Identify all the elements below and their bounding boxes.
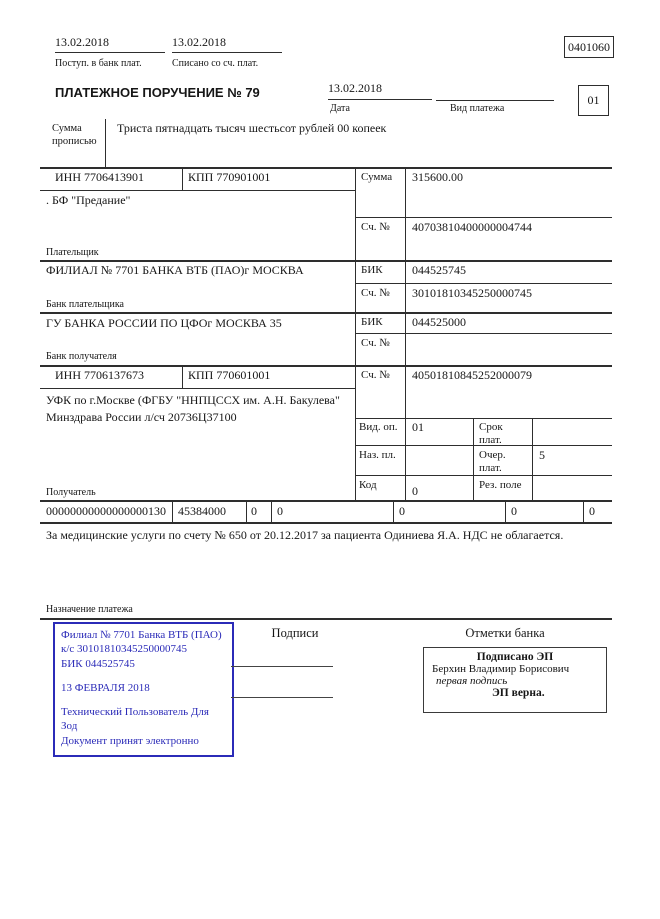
pay-order-label: Очер. плат. — [479, 449, 506, 474]
amount-words: Триста пятнадцать тысяч шестьсот рублей 00 копеек — [117, 121, 387, 135]
purpose-code-label: Наз. пл. — [359, 449, 396, 461]
debited-date: 13.02.2018 — [172, 36, 282, 53]
payer-label: Плательщик — [46, 247, 99, 258]
payer-bank-account: 30101810345250000745 — [412, 286, 532, 300]
table-line — [271, 500, 272, 522]
doc-date-label: Дата — [330, 103, 350, 114]
table-line — [40, 167, 612, 169]
payer-kpp: КПП 770901001 — [188, 170, 271, 184]
payee-name: УФК по г.Москве (ФГБУ "ННПЦССХ им. А.Н. Бакулева" Минздрава России л/сч 20736Ц37100 — [46, 393, 340, 425]
signature-type: первая подпись — [436, 675, 508, 687]
payer-bank-label: Банк плательщика — [46, 299, 124, 310]
code-label: Код — [359, 479, 377, 491]
stamp-line — [61, 695, 226, 705]
table-line — [40, 190, 355, 191]
payment-kind-box: 01 — [578, 85, 609, 116]
budget-field-kbk: 00000000000000000130 — [46, 504, 166, 518]
doc-title: ПЛАТЕЖНОЕ ПОРУЧЕНИЕ № 79 — [55, 85, 260, 100]
payer-name: . БФ "Предание" — [46, 193, 131, 207]
payer-account-label: Сч. № — [361, 221, 390, 233]
stamp-line: Технический Пользователь Для — [61, 706, 209, 719]
debited-date-label: Списано со сч. плат. — [172, 58, 259, 69]
table-line — [355, 167, 356, 500]
table-line — [182, 167, 183, 190]
res-field-label: Рез. поле — [479, 479, 522, 491]
amount-value: 315600.00 — [412, 170, 463, 184]
divider — [105, 119, 106, 167]
payee-kpp: КПП 770601001 — [188, 368, 271, 382]
stamp-line: Зод — [61, 720, 78, 733]
bank-mark-box — [423, 647, 607, 713]
table-line — [40, 365, 612, 367]
table-line — [583, 500, 584, 522]
signer-name: Берхин Владимир Борисович — [432, 663, 570, 675]
pay-term-label: Срок плат. — [479, 421, 503, 446]
payee-account: 40501810845252000079 — [412, 368, 532, 382]
payment-purpose-text: За медицинские услуги по счету № 650 от 20.12.2017 за пациента Одиниева Я.А. НДС не облагается. — [46, 528, 564, 542]
payer-account: 40703810400000004744 — [412, 220, 532, 234]
payer-bank-bik: 044525745 — [412, 263, 466, 277]
budget-field-107: 0 — [277, 504, 283, 518]
table-line — [355, 333, 612, 334]
stamp-line — [61, 671, 226, 681]
table-line — [355, 418, 612, 419]
budget-field-109: 0 — [511, 504, 517, 518]
table-line — [355, 475, 612, 476]
payee-account-label: Сч. № — [361, 369, 390, 381]
payer-inn: ИНН 7706413901 — [55, 170, 144, 184]
signatures-header: Подписи — [271, 626, 319, 640]
payment-type-underline — [436, 82, 554, 101]
table-line — [40, 312, 612, 314]
payee-bank-bik: 044525000 — [412, 315, 466, 329]
table-line — [182, 365, 183, 388]
table-line — [405, 167, 406, 500]
budget-field-106: 0 — [251, 504, 257, 518]
table-line — [40, 618, 612, 620]
amount-label: Сумма — [361, 171, 393, 183]
table-line — [355, 217, 612, 218]
table-line — [40, 388, 355, 389]
signed-ep-title: Подписано ЭП — [476, 651, 554, 663]
signature-line — [231, 697, 333, 698]
stamp-line: к/с 30101810345250000745 — [61, 643, 188, 656]
code-value: 0 — [412, 484, 418, 498]
payee-bank-name: ГУ БАНКА РОССИИ ПО ЦФОг МОСКВА 35 — [46, 316, 282, 330]
table-line — [40, 260, 612, 262]
op-kind-value: 01 — [412, 420, 424, 434]
payment-type-label: Вид платежа — [450, 103, 505, 114]
table-line — [40, 500, 612, 502]
table-line — [473, 418, 474, 500]
payee-bank-account-label: Сч. № — [361, 337, 390, 349]
pay-order-value: 5 — [539, 448, 545, 462]
table-line — [40, 522, 612, 524]
payee-bank-label: Банк получателя — [46, 351, 117, 362]
form-code-box: 0401060 — [564, 36, 614, 58]
payee-inn: ИНН 7706137673 — [55, 368, 144, 382]
signature-line — [231, 666, 333, 667]
stamp-line: 13 ФЕВРАЛЯ 2018 — [61, 681, 150, 694]
payer-bank-account-label: Сч. № — [361, 287, 390, 299]
received-date: 13.02.2018 — [55, 36, 165, 53]
table-line — [505, 500, 506, 522]
ep-verified: ЭП верна. — [492, 687, 545, 699]
budget-field-oktmo: 45384000 — [178, 504, 226, 518]
table-line — [246, 500, 247, 522]
stamp-line: Документ принят электронно — [61, 734, 199, 747]
stamp-line: Филиал № 7701 Банка ВТБ (ПАО) — [61, 629, 222, 641]
budget-field-108: 0 — [399, 504, 405, 518]
payer-bank-name: ФИЛИАЛ № 7701 БАНКА ВТБ (ПАО)г МОСКВА — [46, 263, 304, 277]
table-line — [355, 283, 612, 284]
received-date-label: Поступ. в банк плат. — [55, 58, 142, 69]
table-line — [393, 500, 394, 522]
budget-field-110: 0 — [589, 504, 595, 518]
doc-date: 13.02.2018 — [328, 82, 432, 100]
bank-acceptance-stamp — [53, 622, 234, 757]
payment-purpose-label: Назначение платежа — [46, 604, 133, 615]
bank-marks-header: Отметки банка — [465, 626, 545, 640]
payee-bank-bik-label: БИК — [361, 316, 383, 328]
payer-bank-bik-label: БИК — [361, 264, 383, 276]
payee-label: Получатель — [46, 487, 96, 498]
stamp-line: БИК 044525745 — [61, 657, 135, 670]
table-line — [172, 500, 173, 522]
op-kind-label: Вид. оп. — [359, 421, 398, 433]
amount-words-label: Сумма прописью — [52, 123, 97, 148]
